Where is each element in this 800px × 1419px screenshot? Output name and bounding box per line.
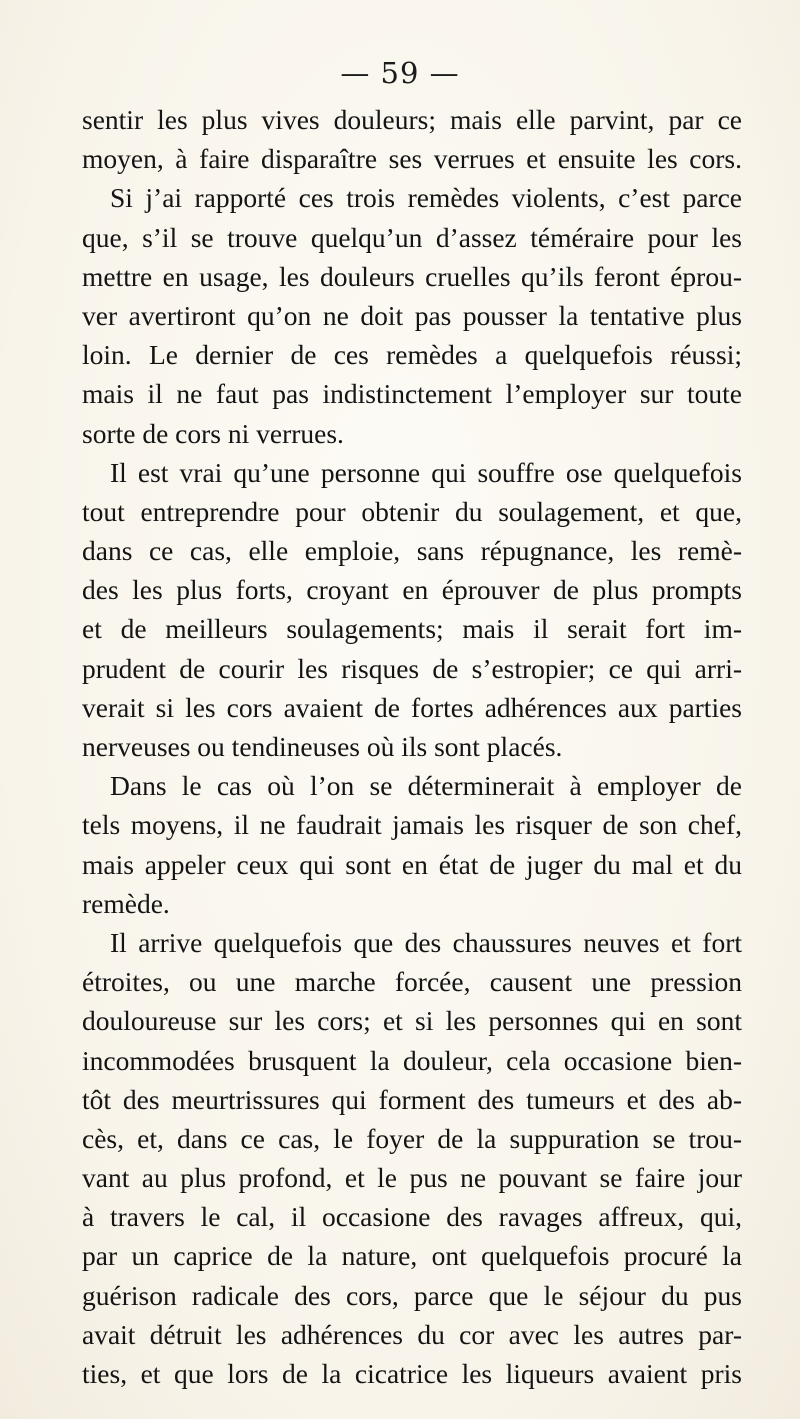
text-line: mais il ne faut pas indistinctement l’employer sur toute bbox=[82, 378, 742, 410]
text-line: et de meilleurs soulagements; mais il serait fort im- bbox=[82, 613, 742, 645]
text-line: dans ce cas, elle emploie, sans répugnance, les remè- bbox=[82, 535, 742, 567]
text-line: sentir les plus vives douleurs; mais elle parvint, par ce bbox=[82, 104, 742, 135]
body-text bbox=[82, 100, 742, 1393]
text-line: incommodées brusquent la douleur, cela occasione bien- bbox=[82, 1044, 742, 1076]
text-line: que, s’il se trouve quelqu’un d’assez téméraire pour les bbox=[82, 221, 742, 253]
text-line: loin. Le dernier de ces remèdes a quelquefois réussi; bbox=[82, 339, 742, 371]
text-line: cès, et, dans ce cas, le foyer de la suppuration se trou- bbox=[82, 1122, 742, 1154]
text-line: vant au plus profond, et le pus ne pouvant se faire jour bbox=[82, 1162, 742, 1194]
text-line: sorte de cors ni verrues. bbox=[82, 417, 344, 449]
text-line: Il arrive quelquefois que des chaussures neuves et fort bbox=[110, 926, 742, 958]
text-line: douloureuse sur les cors; et si les personnes qui en sont bbox=[82, 1005, 742, 1037]
text-line: mais appeler ceux qui sont en état de juger du mal et du bbox=[82, 848, 742, 880]
text-line: tout entreprendre pour obtenir du soulagement, et que, bbox=[82, 495, 742, 527]
text-line: avait détruit les adhérences du cor avec les autres par- bbox=[82, 1318, 742, 1350]
text-line: prudent de courir les risques de s’estropier; ce qui arri- bbox=[82, 652, 742, 684]
text-line: verait si les cors avaient de fortes adhérences aux parties bbox=[82, 691, 742, 723]
text-line: des les plus forts, croyant en éprouver de plus prompts bbox=[82, 574, 742, 606]
text-line: Dans le cas où l’on se déterminerait à employer de bbox=[110, 770, 742, 802]
text-line: Il est vrai qu’une personne qui souffre ose quelquefois bbox=[110, 456, 742, 488]
text-line: ties, et que lors de la cicatrice les liqueurs avaient pris bbox=[82, 1358, 742, 1389]
text-line: étroites, ou une marche forcée, causent une pression bbox=[82, 966, 742, 998]
text-line: moyen, à faire disparaître ses verrues et ensuite les cors. bbox=[82, 143, 742, 175]
text-line: mettre en usage, les douleurs cruelles qu’ils feront éprou- bbox=[82, 260, 742, 292]
text-line: remède. bbox=[82, 887, 170, 919]
text-line: guérison radicale des cors, parce que le séjour du pus bbox=[82, 1279, 742, 1311]
page-number: — 59 — bbox=[340, 56, 460, 90]
text-line: tôt des meurtrissures qui forment des tumeurs et des ab- bbox=[82, 1083, 742, 1115]
text-line: à travers le cal, il occasione des ravages affreux, qui, bbox=[82, 1201, 742, 1233]
text-line: nerveuses ou tendineuses où ils sont placés. bbox=[82, 731, 563, 762]
text-line: par un caprice de la nature, ont quelquefois procuré la bbox=[82, 1240, 742, 1272]
text-line: ver avertiront qu’on ne doit pas pousser la tentative plus bbox=[82, 299, 742, 331]
text-line: tels moyens, il ne faudrait jamais les risquer de son chef, bbox=[82, 809, 742, 841]
text-line: Si j’ai rapporté ces trois remèdes violents, c’est parce bbox=[110, 182, 742, 214]
